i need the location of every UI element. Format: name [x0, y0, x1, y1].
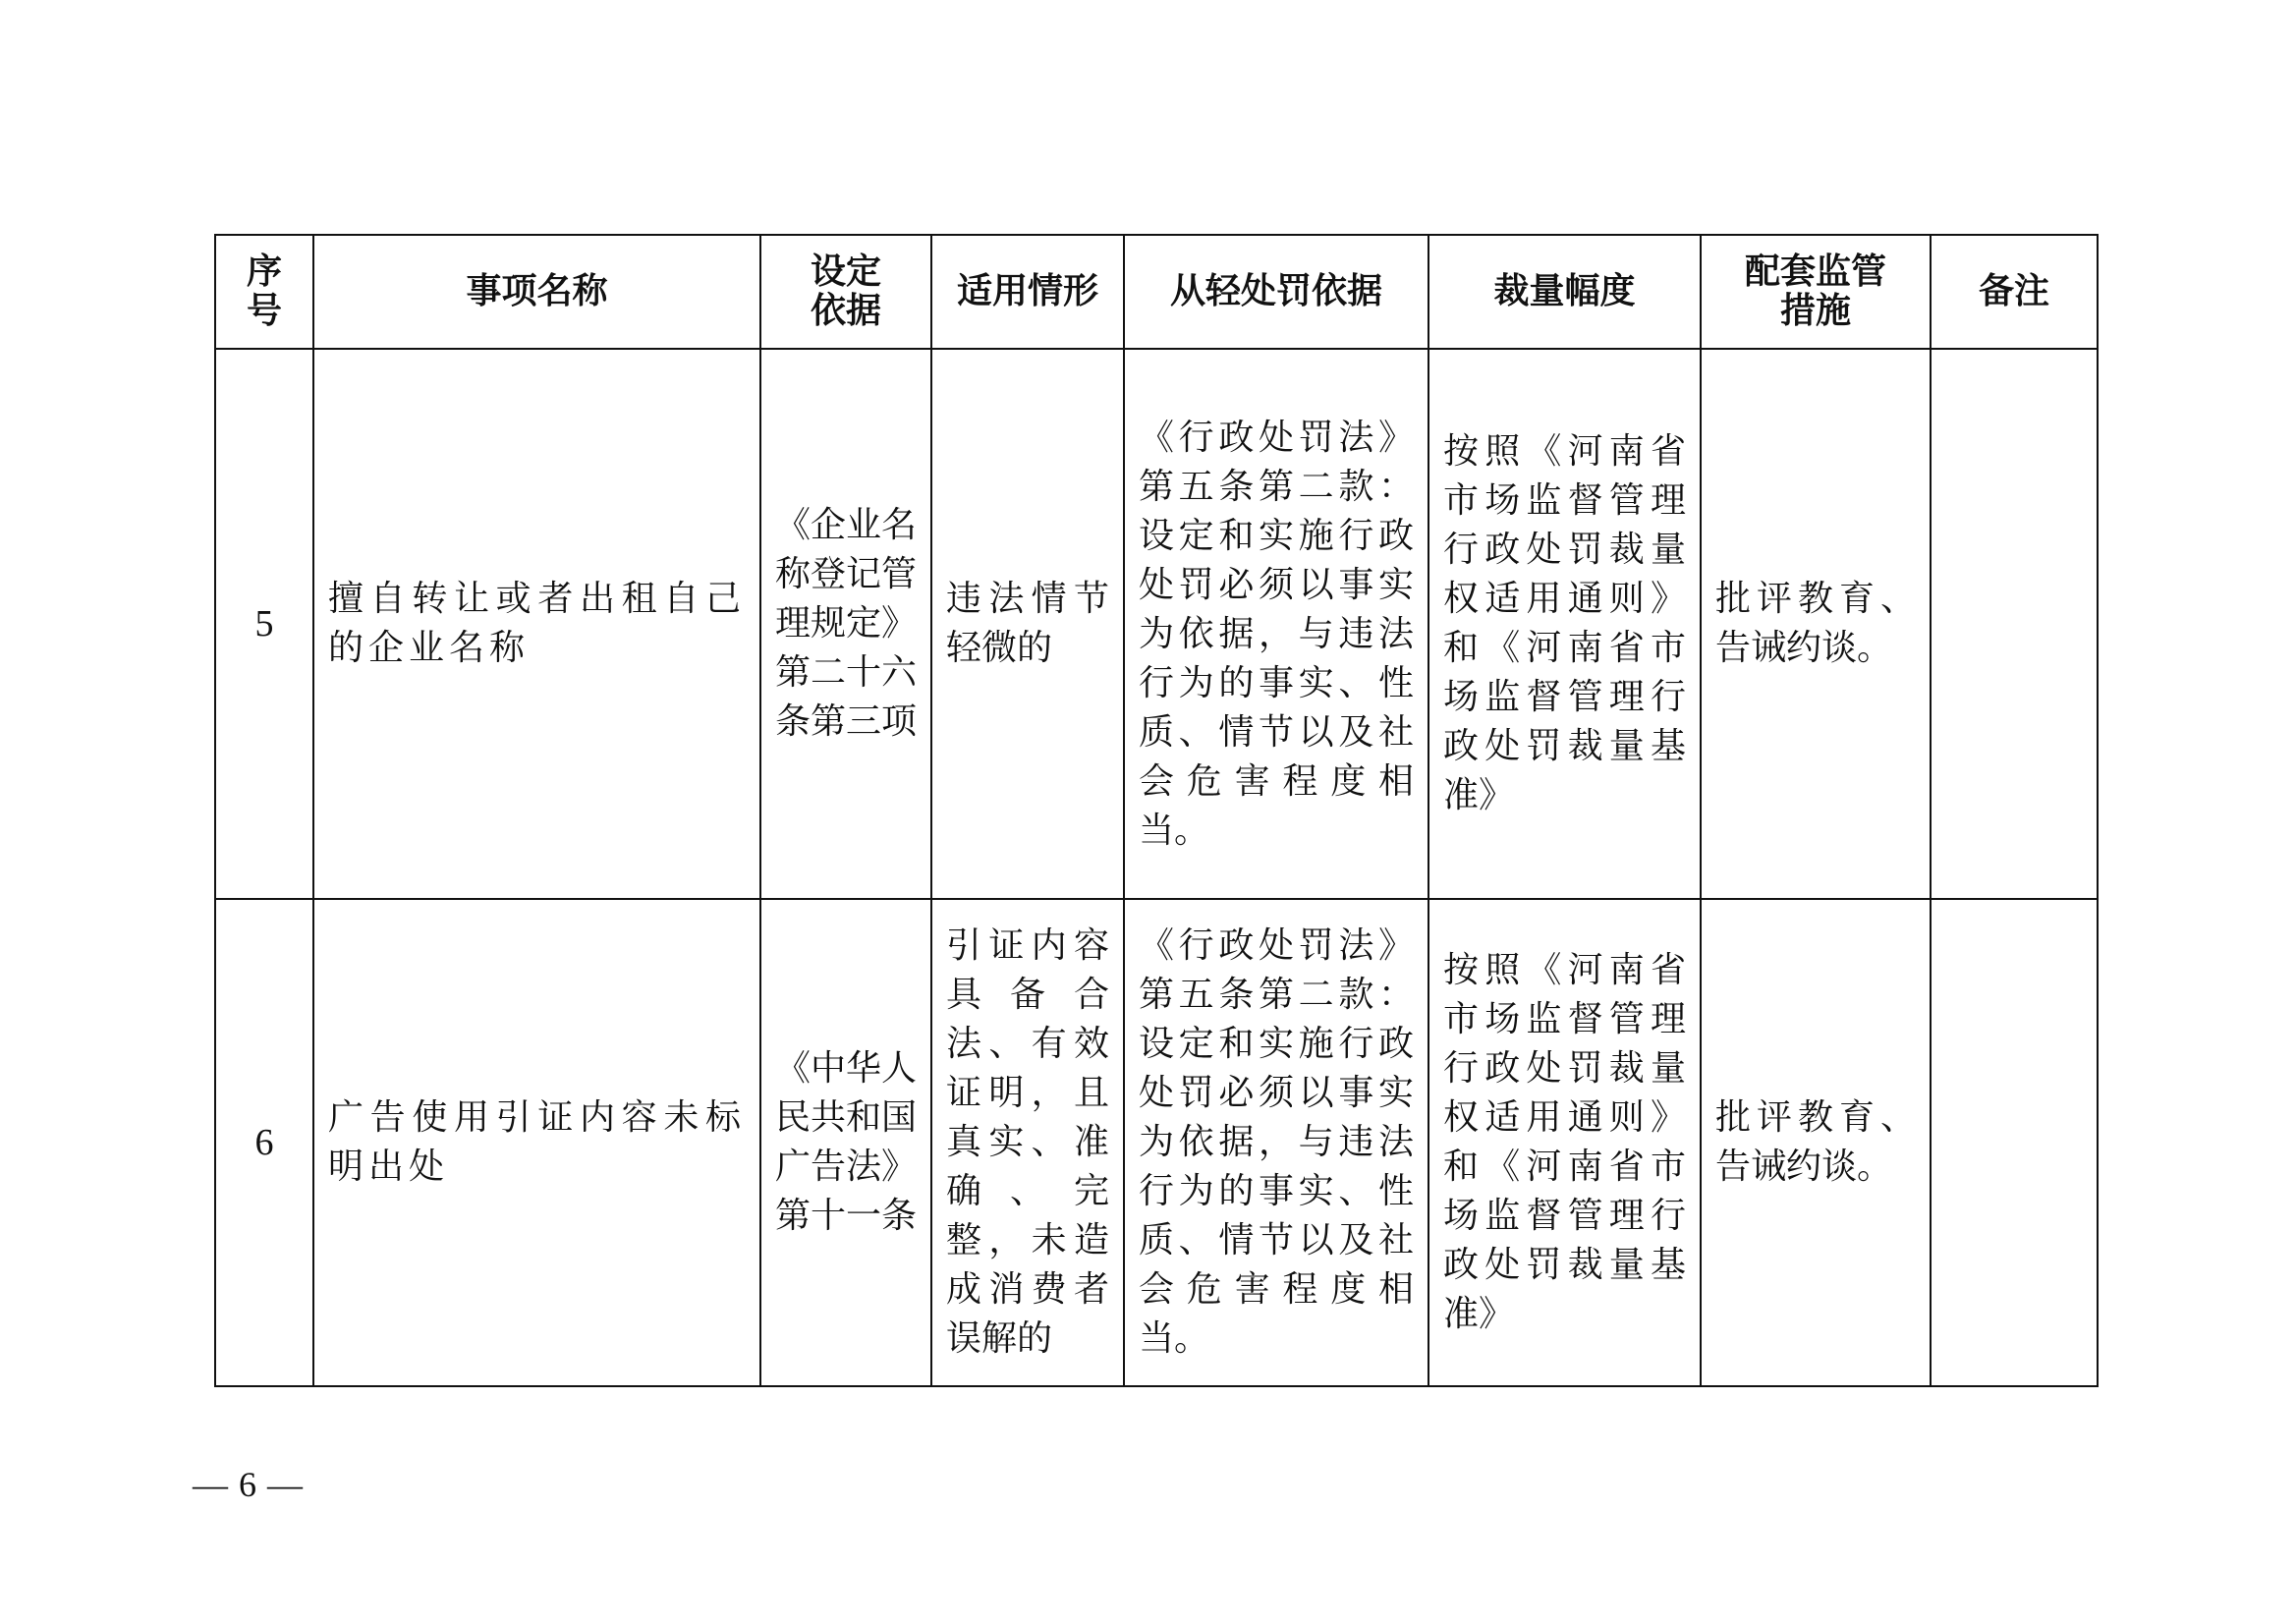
setting-basis: 《企业名称登记管理规定》第二十六条第三项 — [760, 349, 931, 899]
applicable-situation: 违法情节轻微的 — [931, 349, 1124, 899]
header-item: 事项名称 — [313, 235, 760, 349]
item-name: 擅自转让或者出租自己的企业名称 — [313, 349, 760, 899]
header-basis: 设定依据 — [760, 235, 931, 349]
applicable-situation: 引证内容具备合法、有效证明，且真实、准确、完整，未造成消费者误解的 — [931, 899, 1124, 1386]
discretion-range: 按照《河南省市场监督管理行政处罚裁量权适用通则》和《河南省市场监督管理行政处罚裁量基准》 — [1428, 899, 1701, 1386]
discretion-range: 按照《河南省市场监督管理行政处罚裁量权适用通则》和《河南省市场监督管理行政处罚裁量基准》 — [1428, 349, 1701, 899]
remarks — [1931, 899, 2098, 1386]
lenient-basis: 《行政处罚法》第五条第二款：设定和实施行政处罚必须以事实为依据，与违法行为的事实、性质、情节以及社会危害程度相当。 — [1124, 349, 1428, 899]
row-number: 5 — [215, 349, 313, 899]
penalty-table — [214, 234, 2099, 1387]
page-number: — 6 — — [193, 1465, 304, 1504]
header-lenient-basis: 从轻处罚依据 — [1124, 235, 1428, 349]
table-row — [215, 349, 2098, 899]
remarks — [1931, 349, 2098, 899]
header-discretion: 裁量幅度 — [1428, 235, 1701, 349]
setting-basis: 《中华人民共和国广告法》第十一条 — [760, 899, 931, 1386]
supervision-measures: 批评教育、告诫约谈。 — [1701, 349, 1931, 899]
row-number: 6 — [215, 899, 313, 1386]
supervision-measures: 批评教育、告诫约谈。 — [1701, 899, 1931, 1386]
table-row — [215, 899, 2098, 1386]
header-measures: 配套监管措施 — [1701, 235, 1931, 349]
item-name: 广告使用引证内容未标明出处 — [313, 899, 760, 1386]
header-situation: 适用情形 — [931, 235, 1124, 349]
header-remarks: 备注 — [1931, 235, 2098, 349]
header-no: 序号 — [215, 235, 313, 349]
header-row — [215, 235, 2098, 349]
lenient-basis: 《行政处罚法》第五条第二款：设定和实施行政处罚必须以事实为依据，与违法行为的事实、性质、情节以及社会危害程度相当。 — [1124, 899, 1428, 1386]
